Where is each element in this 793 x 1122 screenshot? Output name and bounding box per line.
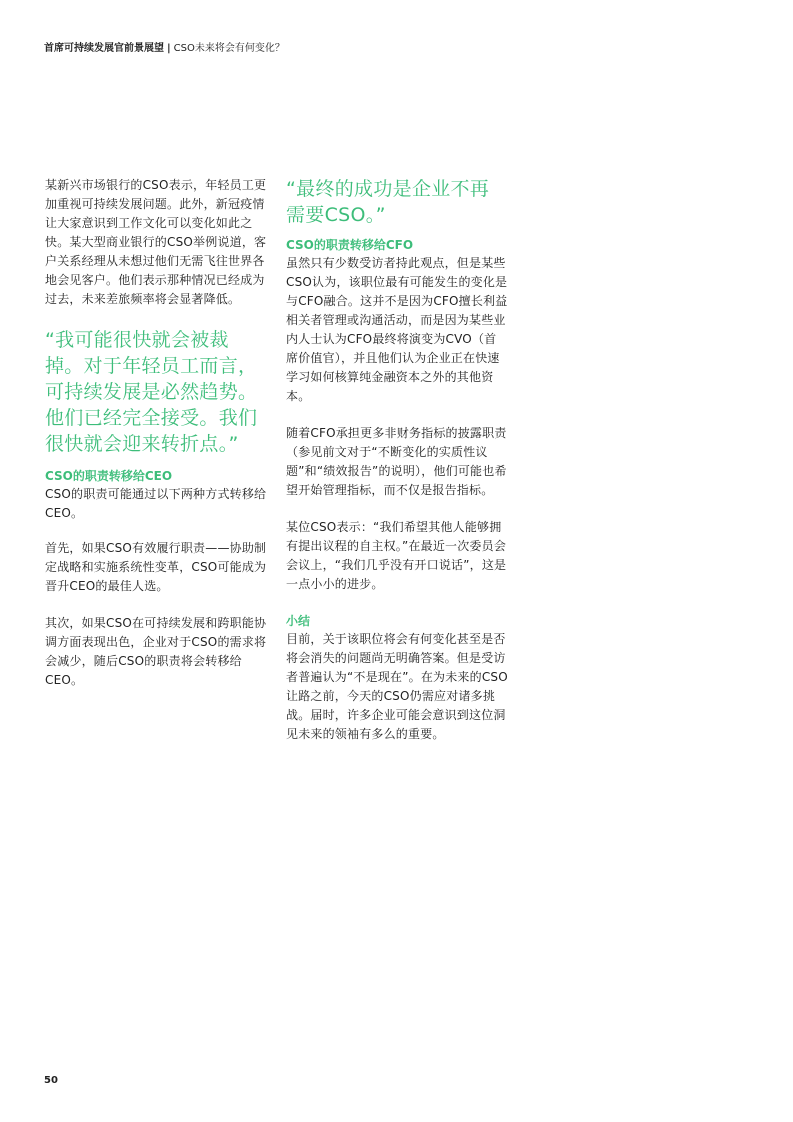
left-column xyxy=(45,176,267,690)
left-paragraph-3: 首先，如果CSO有效履行职责——协助制定战略和实施系统性变革，CSO可能成为晋升CEO的最佳人选。 xyxy=(45,541,267,593)
right-column xyxy=(286,176,508,744)
heading-cso-to-ceo: CSO的职责转移给CEO xyxy=(45,469,173,483)
left-pull-quote: “我可能很快就会被裁掉。对于年轻员工而言，可持续发展是必然趋势。他们已经完全接受。我们很快就会迎来转折点。” xyxy=(45,329,258,455)
left-paragraph-2: CSO的职责可能通过以下两种方式转移给CEO。 xyxy=(45,487,267,520)
left-paragraph-4: 其次，如果CSO在可持续发展和跨职能协调方面表现出色，企业对于CSO的需求将会减少，随后CSO的职责将会转移给CEO。 xyxy=(45,616,267,687)
header-title: 首席可持续发展官前景展望 xyxy=(44,43,164,54)
right-paragraph-2: 随着CFO承担更多非财务指标的披露职责（参见前文对于“不断变化的实质性议题”和“绩效报告”的说明），他们可能也希望开始管理指标，而不仅是报告指标。 xyxy=(286,426,507,497)
heading-cso-to-cfo: CSO的职责转移给CFO xyxy=(286,238,414,252)
right-paragraph-3: 某位CSO表示：“我们希望其他人能够拥有提出议程的自主权。”在最近一次委员会会议上，“我们几乎没有开口说话”，这是一点小小的进步。 xyxy=(286,520,507,591)
running-header xyxy=(44,42,285,56)
header-subtitle: CSO未来将会有何变化？ xyxy=(173,43,285,54)
page-number: 50 xyxy=(44,1075,58,1086)
heading-summary: 小结 xyxy=(286,614,311,628)
header-divider: | xyxy=(167,43,171,54)
left-paragraph-1: 某新兴市场银行的CSO表示，年轻员工更加重视可持续发展问题。此外，新冠疫情让大家意识到工作文化可以变化如此之快。某大型商业银行的CSO举例说道，客户关系经理从未想过他们无需飞往世界各地会见客户。他们表示那种情况已经成为过去，未来差旅频率将会显著降低。 xyxy=(45,178,267,306)
right-pull-quote: “最终的成功是企业不再需要CSO。” xyxy=(286,178,490,226)
right-paragraph-1: 虽然只有少数受访者持此观点，但是某些CSO认为，该职位最有可能发生的变化是与CFO融合。这并不是因为CFO擅长利益相关者管理或沟通活动，而是因为某些业内人士认为CFO最终将演变为CVO（首席价值官），并且他们认为企业正在快速学习如何核算纯金融资本之外的其他资本。 xyxy=(286,256,508,403)
right-paragraph-4: 目前，关于该职位将会有何变化甚至是否将会消失的问题尚无明确答案。但是受访者普遍认为“不是现在”。在为未来的CSO让路之前，今天的CSO仍需应对诸多挑战。届时，许多企业可能会意识到这位洞见未来的领袖有多么的重要。 xyxy=(286,632,508,741)
